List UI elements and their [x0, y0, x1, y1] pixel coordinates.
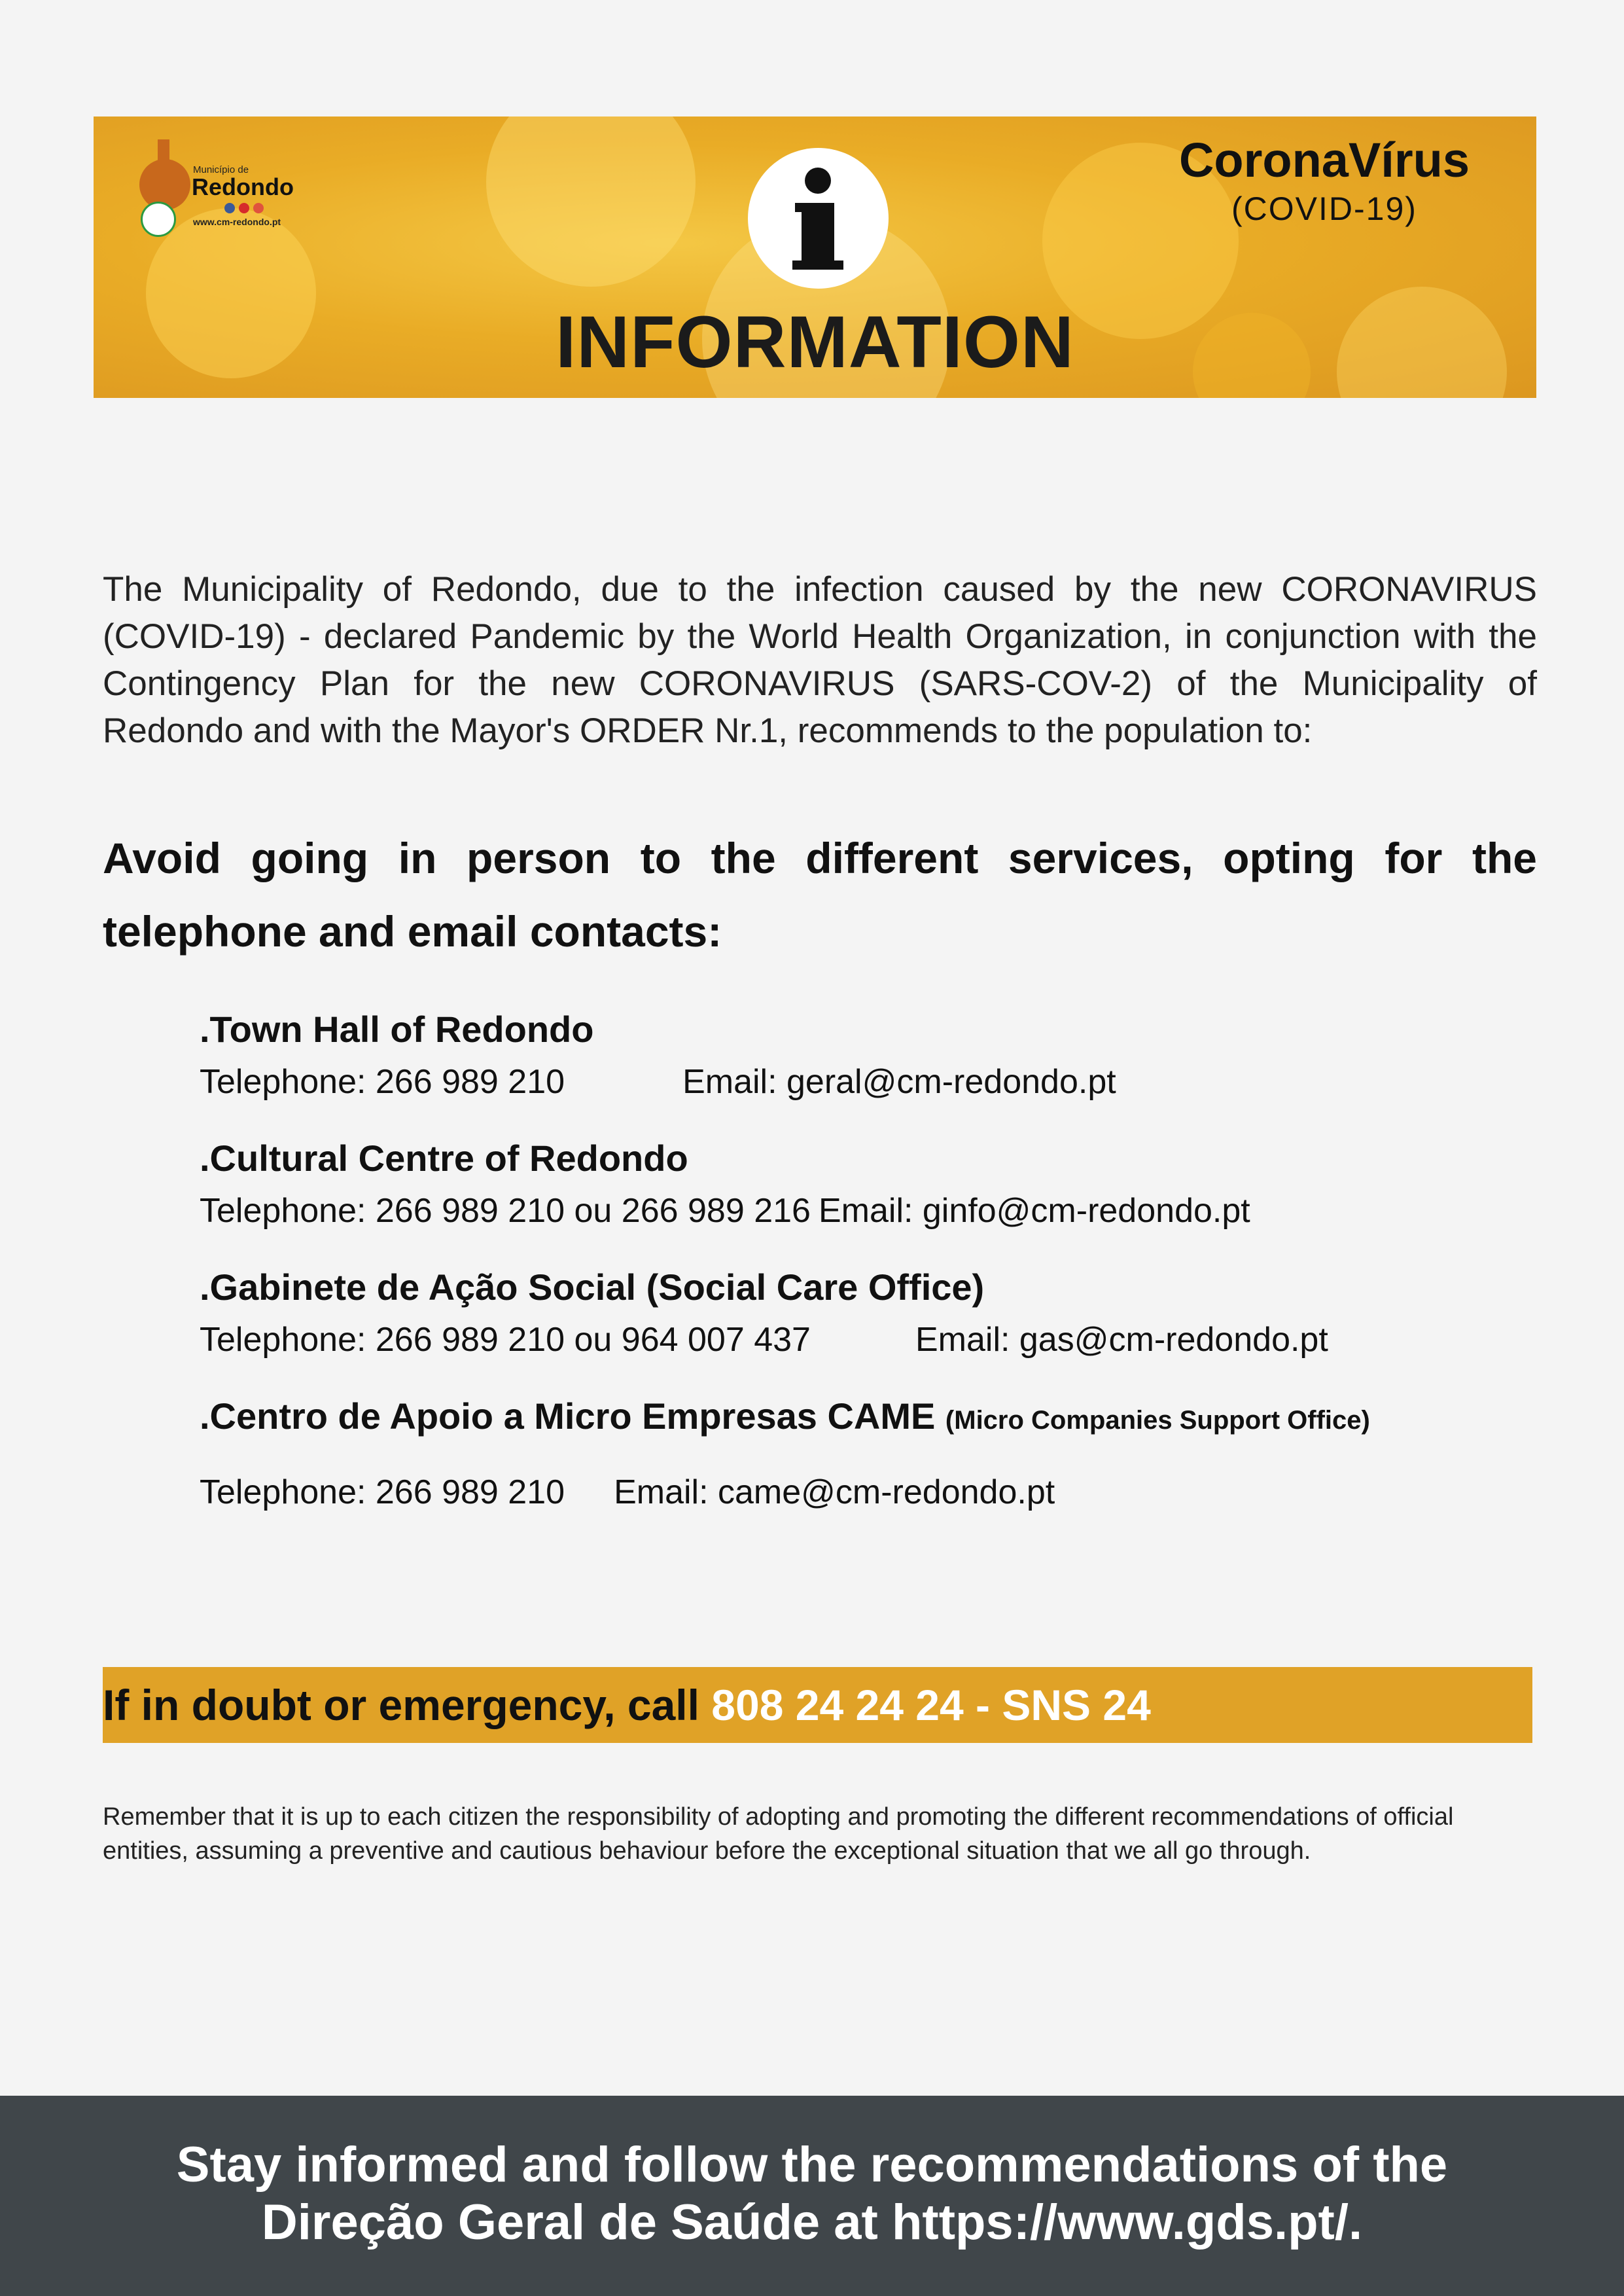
corona-subtitle: (COVID-19)	[1231, 190, 1417, 227]
contacts-list	[200, 1008, 1534, 1547]
emergency-prefix: If in doubt or emergency, call	[103, 1681, 712, 1729]
contact-details	[200, 1473, 1534, 1512]
contact-email[interactable]: Email: ginfo@cm-redondo.pt	[818, 1192, 1250, 1230]
banner-title: INFORMATION	[556, 301, 1074, 383]
contact-telephone[interactable]: Telephone: 266 989 210	[200, 1473, 565, 1511]
logo-town-name: Redondo	[192, 173, 294, 200]
contact-item	[200, 1137, 1534, 1230]
footer-line-1: Stay informed and follow the recommendations of the	[176, 2137, 1448, 2193]
instagram-icon[interactable]	[253, 203, 264, 213]
contact-details	[200, 1320, 1534, 1359]
contact-details	[200, 1062, 1534, 1102]
corona-title: CoronaVírus	[1178, 133, 1470, 187]
logo-website[interactable]: www.cm-redondo.pt	[193, 217, 281, 227]
emergency-bar	[103, 1667, 1532, 1743]
facebook-icon[interactable]	[224, 203, 235, 213]
virus-decoration	[486, 117, 696, 287]
contact-details	[200, 1191, 1534, 1230]
contact-telephone[interactable]: Telephone: 266 989 210	[200, 1063, 565, 1101]
contact-name-note: (Micro Companies Support Office)	[945, 1406, 1370, 1435]
contact-item	[200, 1395, 1534, 1512]
contact-item	[200, 1266, 1534, 1359]
reminder-text: Remember that it is up to each citizen the responsibility of adopting and promoting the different recommendations of official entities, assuming a preventive and cautious behaviour before the exceptional situation that we all go through.	[103, 1803, 1454, 1865]
youtube-icon[interactable]	[239, 203, 249, 213]
contact-email[interactable]: Email: geral@cm-redondo.pt	[682, 1063, 1116, 1101]
emergency-number[interactable]: 808 24 24 24 - SNS 24	[711, 1681, 1151, 1729]
contact-name: .Town Hall of Redondo	[200, 1009, 594, 1050]
headline: Avoid going in person to the different services, opting for the telephone and email contacts:	[103, 834, 1537, 956]
contact-item	[200, 1008, 1534, 1102]
logo-municipality-label: Município de	[193, 164, 249, 175]
contact-name: .Centro de Apoio a Micro Empresas CAME (Micro Companies Support Office)	[200, 1395, 1370, 1437]
seal-icon	[141, 202, 176, 237]
header-banner	[94, 117, 1536, 398]
info-icon	[748, 148, 889, 289]
contact-email[interactable]: Email: came@cm-redondo.pt	[614, 1473, 1055, 1511]
contact-telephone[interactable]: Telephone: 266 989 210 ou 964 007 437	[200, 1321, 811, 1359]
intro-paragraph: The Municipality of Redondo, due to the infection caused by the new CORONAVIRUS (COVID-19) - declared Pandemic by the World Health Organization, in conjunction with the Contingency Plan for the new CORONAVIRUS (SARS-COV-2) of the Municipality of Redondo and with the Mayor's ORDER Nr.1, recommends to the population to:	[103, 570, 1537, 750]
footer	[0, 2096, 1624, 2296]
municipality-logo	[133, 139, 303, 244]
contact-name: .Cultural Centre of Redondo	[200, 1138, 688, 1179]
social-icons	[224, 203, 264, 213]
contact-telephone[interactable]: Telephone: 266 989 210 ou 266 989 216	[200, 1192, 811, 1230]
footer-line-2: Direção Geral de Saúde at https://www.gds.pt/.	[261, 2195, 1363, 2250]
contact-name: .Gabinete de Ação Social (Social Care Office)	[200, 1266, 985, 1308]
contact-email[interactable]: Email: gas@cm-redondo.pt	[915, 1321, 1328, 1359]
